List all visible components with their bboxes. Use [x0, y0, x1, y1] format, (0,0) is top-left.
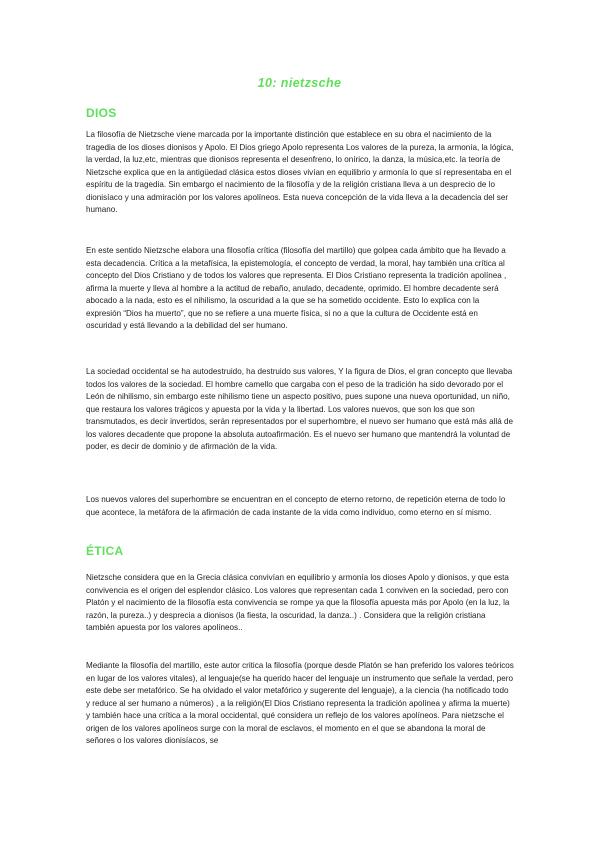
section-heading-dios: DIOS	[86, 106, 117, 120]
document-title: 10: nietzsche	[257, 76, 342, 90]
paragraph: Mediante la filosofía del martillo, este autor critica la filosofía (porque desde Platón se han preferido los valores teóricos en lugar de los valores vitales), al lenguaje(se ha querido hacer del lenguaje un instrumento que señale la verdad, pero este debe ser metafórico. Se ha olvidado el valor metafórico y sugerente del lenguaje), a la ciencia (ha notificado todo y reduce al ser humano a números) , a la religión(El Dios Cristiano representa la tradición apolínea y afirma la muerte) y también hace una crítica a la moral occidental, qué considera un reflejo de los valores apolíneos. Para nietzsche el origen de los valores apolíneos surge con la moral de esclavos, el momento en el que se abandona la moral de señores o los valores dionisíacos, se	[86, 661, 514, 745]
paragraph: La sociedad occidental se ha autodestruido, ha destruido sus valores, Y la figura de Dios, el gran concepto que llevaba todos los valores de la sociedad. El hombre camello que cargaba con el peso de la tradición ha sido devorado por el León de nihilismo, sin embargo este nihilismo tiene un aspecto positivo, pues supone una nueva oportunidad, un niño, que restaura los valores trágicos y apuesta por la vida y la libertad. Los valores nuevos, que son los que son transmutados, es decir invertidos, serán representados por el superhombre, el nuevo ser humano que está más allá de los valores decadente que propone la absoluta autoafirmación. Es el nuevo ser humano que mantendrá la voluntad de poder, es decir de dominio y de afirmación de la vida.	[86, 367, 513, 451]
paragraph: Los nuevos valores del superhombre se encuentran en el concepto de eterno retorno, de repetición eterna de todo lo que acontece, la metáfora de la afirmación de cada instante de la vida como individuo, como eterno en sí mismo.	[86, 495, 506, 517]
paragraph: En este sentido Nietzsche elabora una filosofía crítica (filosofía del martillo) que golpea cada ámbito que ha llevado a esta decadencia. Crítica a la metafísica, la epistemología, el concepto de verdad, la moral, hay también una crítica al concepto del Dios Cristiano y de todos los valores que representa. El Dios Cristiano representa la tradición apolínea , afirma la muerte y lleva al hombre a la actitud de rebaño, anulado, decadente, oprimido. El hombre decadente será abocado a la nada, esto es el nihilismo, la oscuridad a la que se ha sometido occidente. Esto lo explica con la expresión “Dios ha muerto”, que no se refiere a una muerte física, si no a que la cultura de Occidente está en oscuridad y está llevando a la debilidad del ser humano.	[86, 246, 507, 330]
paragraph: La filosofía de Nietzsche viene marcada por la importante distinción que establece en su obra el nacimiento de la tragedia de los dioses dionisos y Apolo. El Dios griego Apolo representa Los valores de la pureza, la armonía, la lógica, la verdad, la luz,etc, mientras que dionisos representa el desenfreno, lo onírico, la danza, la música,etc. la teoría de Nietzsche explica que en la antigüedad clásica estos dioses vivían en equilibrio y armonía lo que sí representaba en el espíritu de la tragedia. Sin embargo el nacimiento de la filosofía y de la religión cristiana lleva a un desprecio de lo dionisíaco y una admiración por los valores apolíneos. Esta nueva concepción de la vida lleva a la decadencia del ser humano.	[86, 130, 514, 214]
paragraph: Nietzsche considera que en la Grecia clásica convivían en equilibrio y armonía los dioses Apolo y dionisos, y que esta convivencia es el origen del esplendor clásico. Los valores que representan cada 1 conviven en la sociedad, pero con Platón y el nacimiento de la filosofía esta convivencia se rompe ya que la filosofía apuesta más por Apolo (en la luz, la razón, la pureza..) y desprecia a dionisos (la fiesta, la oscuridad, la danza..) . Considera que la religión cristiana también apuesta por los valores apolíneos..	[86, 573, 510, 632]
section-heading-etica: ÉTICA	[86, 544, 124, 558]
